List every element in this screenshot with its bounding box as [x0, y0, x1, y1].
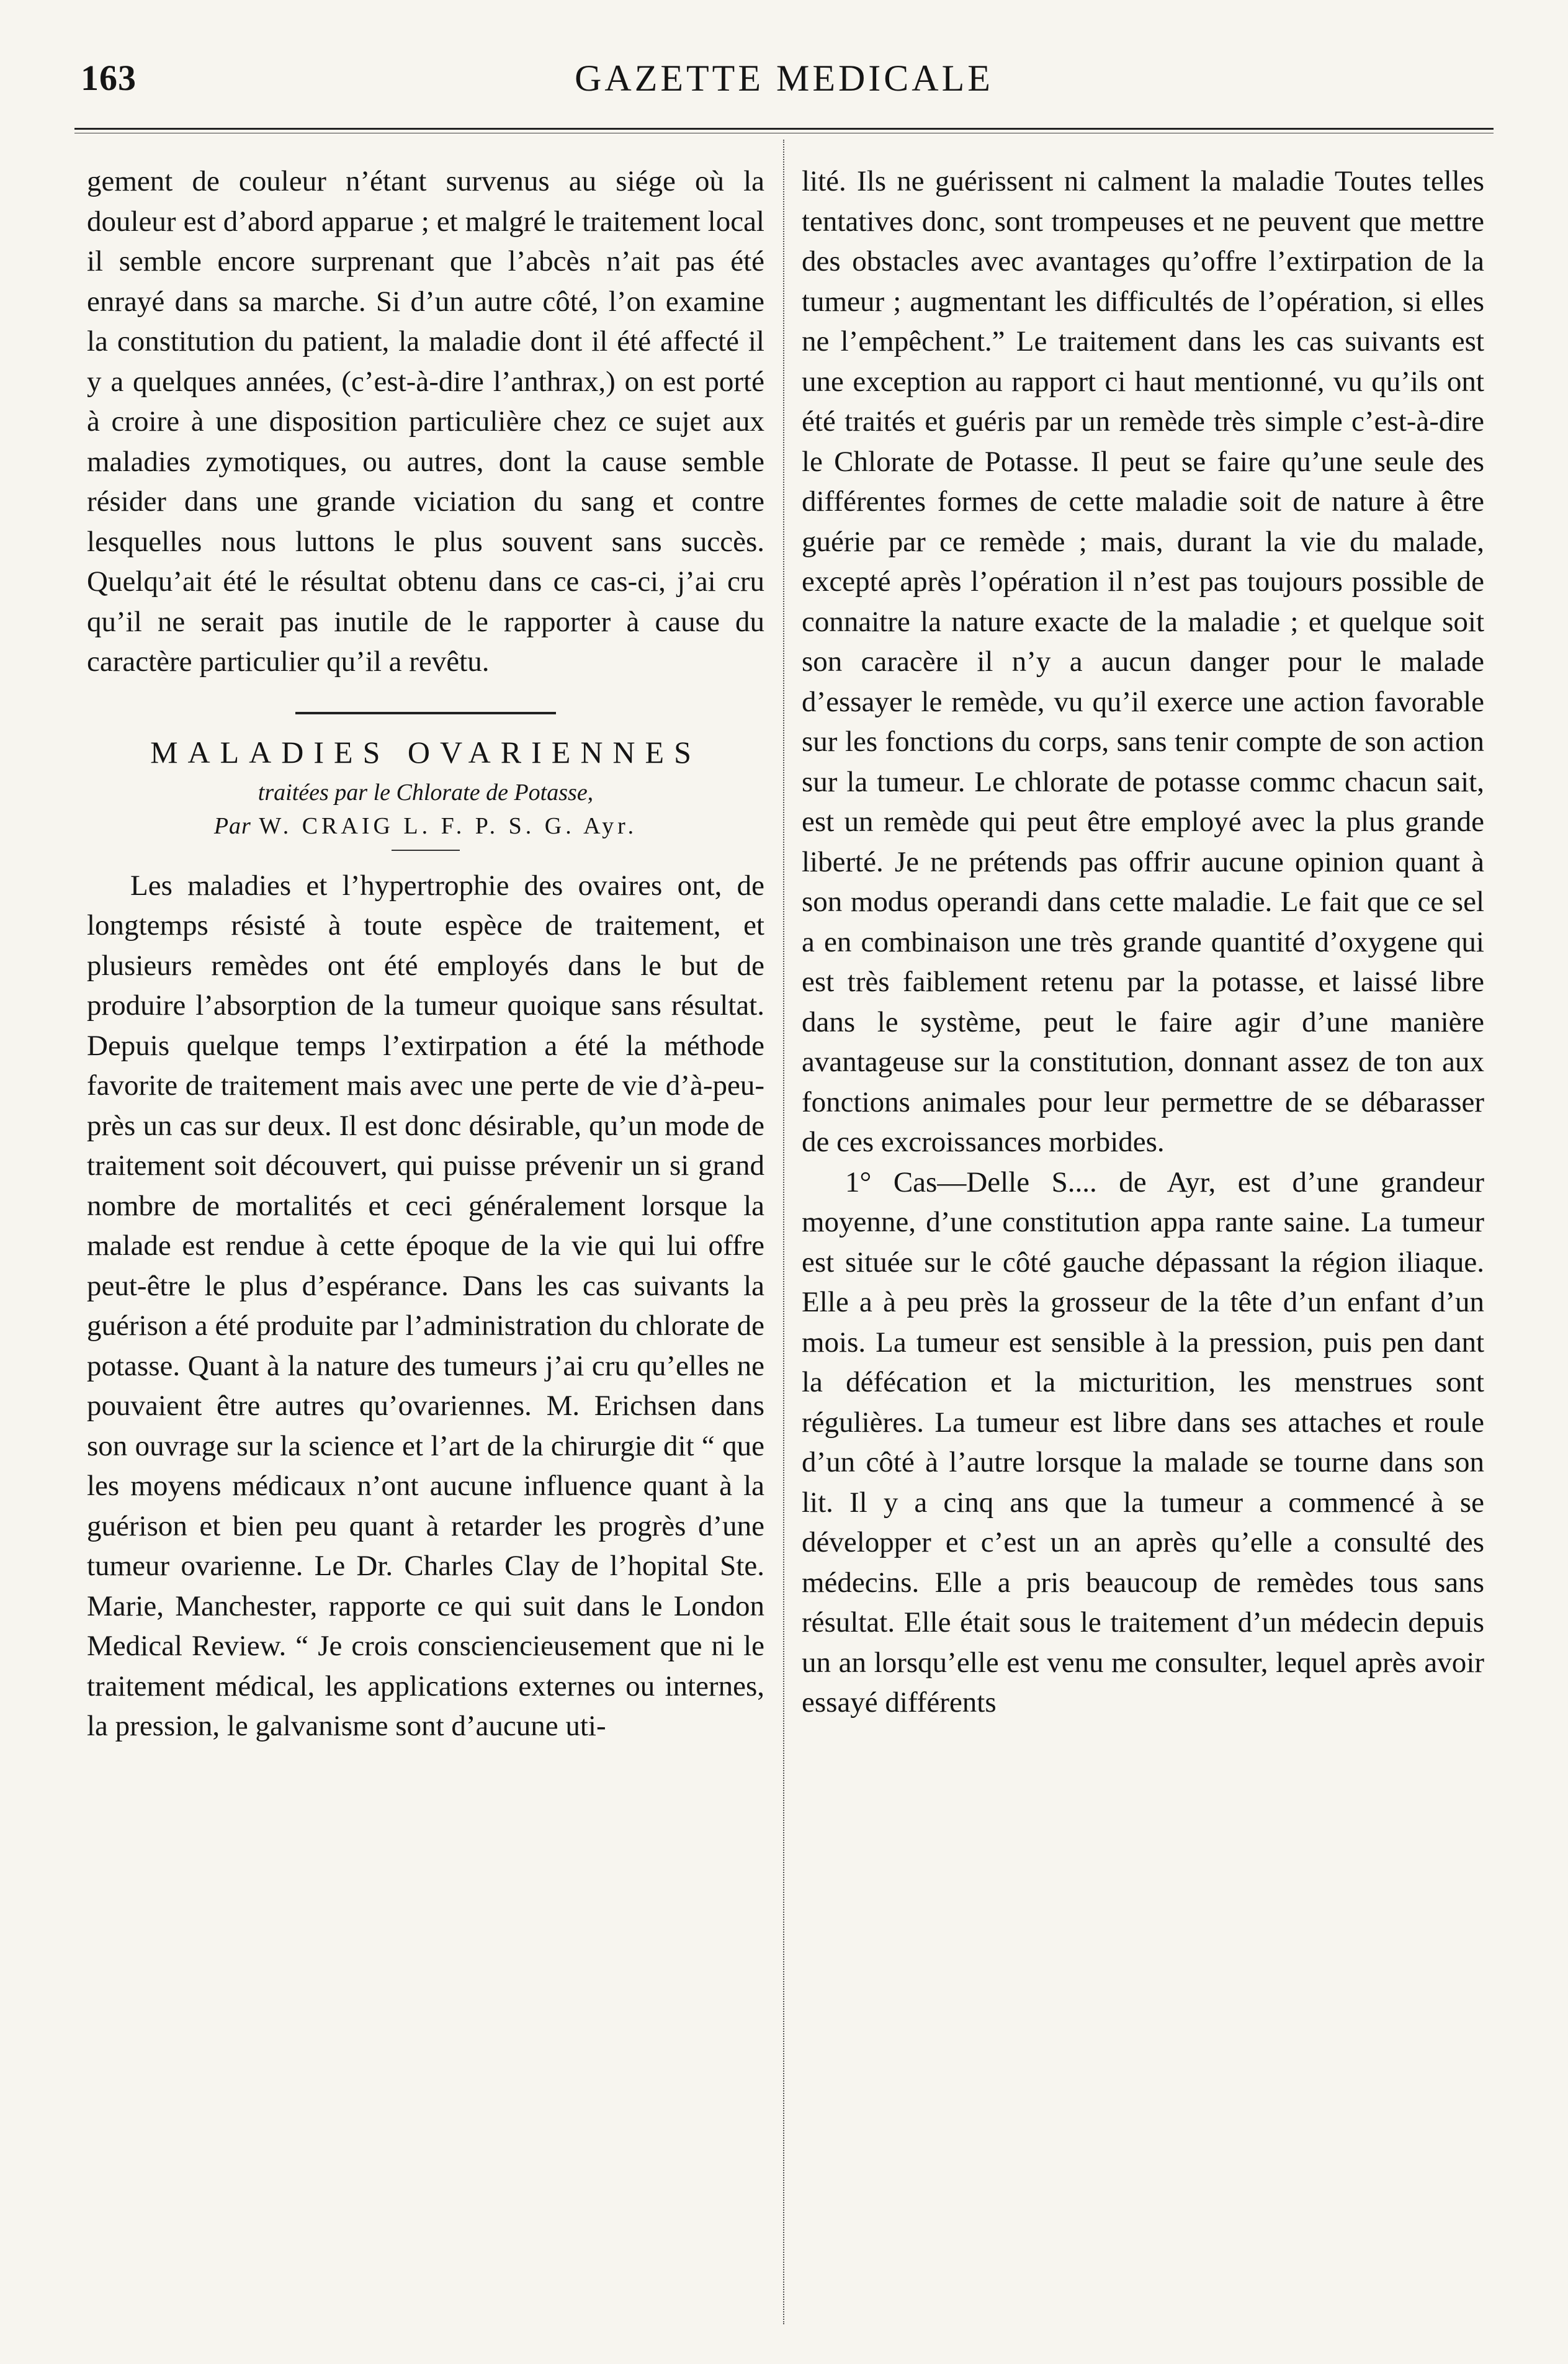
- section-title: MALADIES OVARIENNES: [150, 734, 701, 770]
- right-column: [802, 161, 1484, 2340]
- page-title: GAZETTE MEDICALE: [575, 58, 993, 99]
- page-header: [68, 57, 1500, 113]
- header-rule: [74, 128, 1494, 130]
- left-paragraph-continuation: gement de couleur n’étant survenus au siége où la douleur est d’abord apparue ; et malgré le traitement local il semble encore surprenant que l’abcès n’ait pas été enrayé dans sa marche. Si d’un autre côté, l’on examine la constitution du patient, la maladie dont il été affecté il y a quelques années, (c’est-à-dire l’anthrax,) on est porté à croire à une disposition particulière chez ce sujet aux maladies zymotiques, ou autres, dont la cause semble résider dans une grande viciation du sang et contre lesquelles nous luttons le plus souvent sans succès. Quelqu’ait été le résultat obtenu dans ce cas-ci, j’ai cru qu’il ne serait pas inutile de le rapporter à cause du caractère particulier qu’il a revêtu.: [87, 165, 764, 678]
- left-paragraph-intro: Les maladies et l’hypertrophie des ovaires ont, de longtemps résisté à toute espèce de traitement, et plusieurs remèdes ont été employés dans le but de produire l’absorption de la tumeur quoique sans résultat. Depuis quelque temps l’extirpation a été la méthode favorite de traitement mais avec une perte de vie d’à-peu-près un cas sur deux. Il est donc désirable, qu’un mode de traitement soit découvert, qui puisse prévenir un si grand nombre de mortalités et ceci généralement lorsque la malade est rendue à cette époque de la vie qui lui offre peut-être le plus d’espérance. Dans les cas suivants la guérison a été produite par l’administration du chlorate de potasse. Quant à la nature des tumeurs j’ai cru qu’elles ne pouvaient être autres qu’ovariennes. M. Erichsen dans son ouvrage sur la science et l’art de la chirurgie dit “ que les moyens médicaux n’ont aucune influence quant à la guérison et bien peu quant à retarder les progrès d’une tumeur ovarienne. Le Dr. Charles Clay de l’hopital Ste. Marie, Manchester, rapporte ce qui suit dans le London Medical Review. “ Je crois consciencieusement que ni le traitement médical, les applications externes ou internes, la pression, le galvanisme sont d’aucune uti-: [87, 869, 764, 1742]
- byline-author: W. CRAIG L. F. P. S. G. Ayr.: [259, 812, 638, 839]
- left-column: [87, 161, 764, 2340]
- section-subtitle: traitées par le Chlorate de Potasse,: [258, 779, 594, 806]
- right-paragraph-continuation: lité. Ils ne guérissent ni calment la maladie Toutes telles tentatives donc, sont trompeuses et ne peuvent que mettre des obstacles avec avantages qu’offre l’extirpation de la tumeur ; augmentant les difficultés de l’opération, si elles ne l’empêchent.” Le traitement dans les cas suivants est une exception au rapport ci haut mentionné, vu qu’ils ont été traités et guéris par un remède très simple c’est-à-dire le Chlorate de Potasse. Il peut se faire qu’une seule des différentes formes de cette maladie soit de nature à être guérie par ce remède ; mais, durant la vie du malade, excepté après l’opération il n’est pas toujours possible de connaitre la nature exacte de la maladie ; et quelque soit son caracère il n’y a aucun danger pour le malade d’essayer le remède, vu qu’il exerce une action favorable sur les fonctions du corps, sans tenir compte de son action sur la tumeur. Le chlorate de potasse commc chacun sait, est un remède qui peut être employé avec la plus grande liberté. Je ne prétends pas offrir aucune opinion quant à son modus operandi dans cette maladie. Le fait que ce sel a en combinaison une très grande quantité d’oxygene qui est très faiblement retenu par la potasse, et laissé libre dans le système, peut le faire agir d’une manière avantageuse sur la constitution, donnant assez de ton aux fonctions animales pour leur permettre de se débarasser de ces excroissances morbides.: [802, 165, 1484, 1158]
- section-separator: [295, 712, 556, 714]
- byline-prefix: Par: [213, 812, 251, 839]
- page-number: 163: [81, 58, 137, 98]
- column-divider: [783, 140, 784, 2324]
- section-byline: [87, 809, 764, 843]
- byline-separator: [392, 850, 460, 851]
- right-paragraph-case-1: 1° Cas—Delle S.... de Ayr, est d’une grandeur moyenne, d’une constitution appa rante saine. La tumeur est située sur le côté gauche dépassant la région iliaque. Elle a à peu près la grosseur de la tête d’un enfant d’un mois. La tumeur est sensible à la pression, puis pen dant la défécation et la micturition, les menstrues sont régulières. La tumeur est libre dans ses attaches et roule d’un côté à l’autre lorsque la malade se tourne dans son lit. Il y a cinq ans que la tumeur a commencé à se développer et c’est un an après qu’elle a consulté des médecins. Elle a pris beaucoup de remèdes tous sans résultat. Elle était sous le traitement d’un médecin depuis un an lorsqu’elle est venu me consulter, lequel après avoir essayé différents: [802, 1166, 1484, 1719]
